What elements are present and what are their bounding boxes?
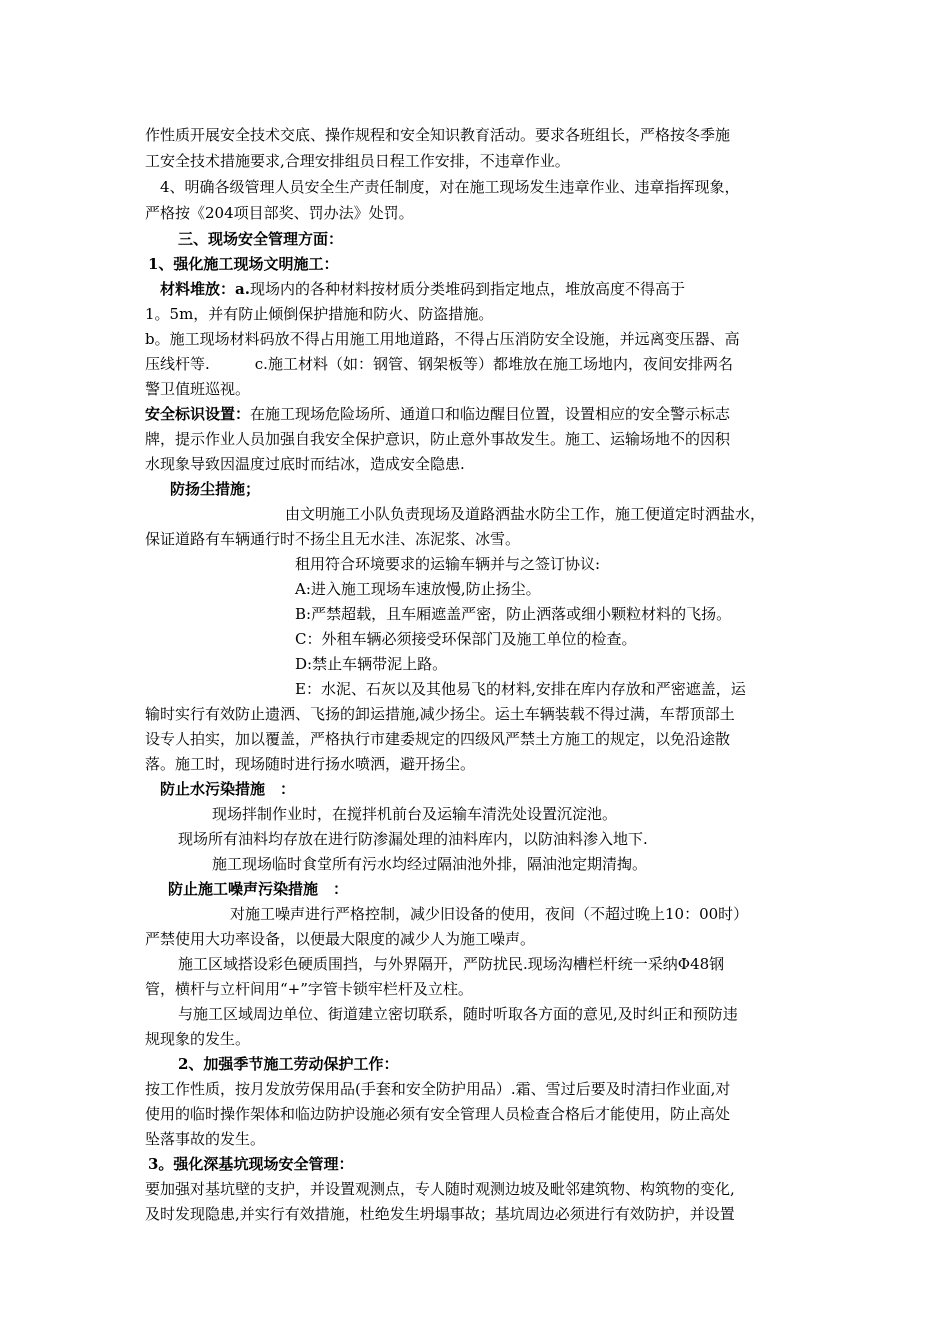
body-text-line: b。施工现场材料码放不得占用施工用地道路，不得占压消防安全设施，并远离变压器、高 — [145, 330, 740, 348]
heading-dust-measures: 防扬尘措施； — [170, 480, 261, 498]
subsection-heading-3: 3。强化深基坑现场安全管理： — [148, 1155, 354, 1173]
body-text-line: 要加强对基坑壁的支护，并设置观测点，专人随时观测边坡及毗邻建筑物、构筑物的变化, — [145, 1180, 735, 1198]
body-text-line: 工安全技术措施要求,合理安排组员日程工作安排，不违章作业。 — [145, 152, 570, 170]
body-text-line: 规现象的发生。 — [145, 1030, 251, 1048]
body-text-line: 压线杆等. c.施工材料（如：钢管、钢架板等）都堆放在施工场地内，夜间安排两名 — [145, 355, 733, 373]
body-text-line: 对施工噪声进行严格控制，减少旧设备的使用，夜间（不超过晚上10：00时） — [230, 905, 749, 923]
body-text-line: 输时实行有效防止遗洒、飞扬的卸运措施,减少扬尘。运土车辆装载不得过满，车帮顶部土 — [145, 705, 735, 723]
body-text-line: 与施工区域周边单位、街道建立密切联系，随时听取各方面的意见,及时纠正和预防违 — [178, 1005, 738, 1023]
body-text-line: 施工区域搭设彩色硬质围挡，与外界隔开，严防扰民.现场沟槽栏杆统一采纳Φ48钢 — [178, 955, 725, 973]
label-material-stacking: 材料堆放：a. — [160, 280, 250, 298]
body-text-line: 施工现场临时食堂所有污水均经过隔油池外排，隔油池定期清掏。 — [212, 855, 648, 873]
body-text-line: 租用符合环境要求的运输车辆并与之签订协议: — [295, 555, 601, 573]
list-item-c: C：外租车辆必须接受环保部门及施工单位的检查。 — [295, 630, 637, 648]
numbered-item-4: 4、明确各级管理人员安全生产责任制度，对在施工现场发生违章作业、违章指挥现象， — [160, 178, 740, 196]
body-text-line: 按工作性质，按月发放劳保用品(手套和安全防护用品）.霜、雪过后要及时清扫作业面,对 — [145, 1080, 731, 1098]
body-text-line: 及时发现隐患,并实行有效措施，杜绝发生坍塌事故；基坑周边必须进行有效防护，并设置 — [145, 1205, 735, 1223]
list-item-e: E：水泥、石灰以及其他易飞的材料,安排在库内存放和严密遮盖，运 — [295, 680, 746, 698]
body-text-line: 现场所有油料均存放在进行防渗漏处理的油料库内，以防油料渗入地下. — [178, 830, 648, 848]
body-text-line: 水现象导致因温度过底时而结冰，造成安全隐患. — [145, 455, 465, 473]
body-text-line: 落。施工时，现场随时进行扬水喷洒，避开扬尘。 — [145, 755, 476, 773]
heading-water-pollution: 防止水污染措施 ： — [160, 780, 296, 798]
body-text-line: 严格按《204项目部奖、罚办法》处罚。 — [145, 204, 414, 222]
body-text-line: 1。5m，并有防止倾倒保护措施和防火、防盗措施。 — [145, 305, 494, 323]
body-text-span: 现场内的各种材料按材质分类堆码到指定地点，堆放高度不得高于 — [249, 280, 685, 298]
list-item-b: B:严禁超载，且车厢遮盖严密，防止洒落或细小颗粒材料的飞扬。 — [295, 605, 732, 623]
section-heading-3: 三、现场安全管理方面： — [178, 230, 344, 248]
body-text-line: 作性质开展安全技术交底、操作规程和安全知识教育活动。要求各班组长，严格按冬季施 — [145, 126, 731, 144]
list-item-a: A:进入施工现场车速放慢,防止扬尘。 — [295, 580, 541, 598]
body-text-line: 严禁使用大功率设备，以便最大限度的减少人为施工噪声。 — [145, 930, 536, 948]
paragraph-safety-signs — [145, 404, 730, 424]
paragraph-material-stacking — [160, 279, 685, 299]
subsection-heading-2: 2、加强季节施工劳动保护工作： — [178, 1055, 399, 1073]
body-text-line: 保证道路有车辆通行时不扬尘且无水洼、冻泥浆、冰雪。 — [145, 530, 521, 548]
body-text-line: 警卫值班巡视。 — [145, 380, 251, 398]
body-text-span: 在施工现场危险场所、通道口和临边醒目位置，设置相应的安全警示标志 — [250, 405, 731, 423]
body-text-line: 管，横杆与立杆间用“+”字管卡锁牢栏杆及立柱。 — [145, 980, 473, 998]
label-safety-signs: 安全标识设置： — [145, 405, 251, 423]
body-text-line: 现场拌制作业时，在搅拌机前台及运输车清洗处设置沉淀池。 — [212, 805, 618, 823]
subsection-heading-1: 1、强化施工现场文明施工： — [148, 255, 339, 273]
body-text-line: 设专人拍实，加以覆盖，严格执行市建委规定的四级风严禁土方施工的规定，以免沿途散 — [145, 730, 731, 748]
body-text-line: 坠落事故的发生。 — [145, 1130, 266, 1148]
body-text-line: 使用的临时操作架体和临边防护设施必须有安全管理人员检查合格后才能使用，防止高处 — [145, 1105, 731, 1123]
list-item-d: D:禁止车辆带泥上路。 — [295, 655, 448, 673]
body-text-line: 由文明施工小队负责现场及道路洒盐水防尘工作，施工便道定时洒盐水， — [285, 505, 766, 523]
heading-noise-pollution: 防止施工噪声污染措施 ： — [168, 880, 349, 898]
body-text-line: 牌，提示作业人员加强自我安全保护意识，防止意外事故发生。施工、运输场地不的因积 — [145, 430, 731, 448]
